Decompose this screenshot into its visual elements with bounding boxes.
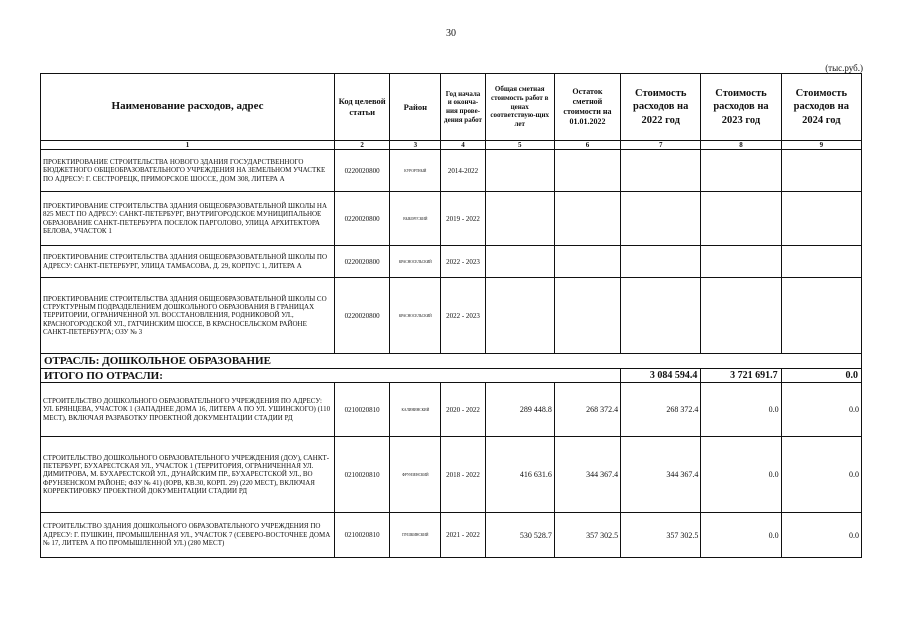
- row-2024: 0.0: [781, 513, 861, 558]
- column-number: 7: [621, 141, 701, 150]
- header-district: Район: [390, 74, 441, 141]
- row-district: КРАСНОСЕЛЬСКИЙ: [390, 278, 441, 354]
- row-remaining: 268 372.4: [554, 383, 620, 437]
- column-number: 6: [554, 141, 620, 150]
- row-district: КУРОРТНЫЙ: [390, 150, 441, 192]
- row-name: ПРОЕКТИРОВАНИЕ СТРОИТЕЛЬСТВА ЗДАНИЯ ОБЩЕОБРАЗОВАТЕЛЬНОЙ ШКОЛЫ ПО АДРЕСУ: САНКТ-ПЕТЕРБУРГ, УЛИЦА ТАМБАСОВА, Д. 29, КОРПУС 1, ЛИТЕРА А: [41, 246, 335, 278]
- row-district: ФРУНЗЕНСКИЙ: [390, 437, 441, 513]
- row-2023: [701, 278, 781, 354]
- column-number-row: [41, 141, 862, 150]
- table-row: [41, 246, 862, 278]
- row-total-cost: [485, 278, 554, 354]
- table-row: [41, 437, 862, 513]
- table-row: [41, 150, 862, 192]
- row-2023: 0.0: [701, 383, 781, 437]
- row-total-cost: 530 528.7: [485, 513, 554, 558]
- row-code: 0210020810: [335, 437, 390, 513]
- row-total-cost: [485, 246, 554, 278]
- row-code: 0210020810: [335, 513, 390, 558]
- column-number: 5: [485, 141, 554, 150]
- row-2023: [701, 246, 781, 278]
- row-code: 0220020800: [335, 246, 390, 278]
- row-remaining: [554, 150, 620, 192]
- row-district: КРАСНОСЕЛЬСКИЙ: [390, 246, 441, 278]
- page-number: 30: [446, 28, 456, 39]
- section-title: ОТРАСЛЬ: ДОШКОЛЬНОЕ ОБРАЗОВАНИЕ: [41, 354, 862, 369]
- row-2023: 0.0: [701, 437, 781, 513]
- header-total-cost: Общая сметная стоимость работ в ценах соответствую-щих лет: [485, 74, 554, 141]
- header-2022: Стоимость расходов на 2022 год: [621, 74, 701, 141]
- row-name: СТРОИТЕЛЬСТВО ДОШКОЛЬНОГО ОБРАЗОВАТЕЛЬНОГО УЧРЕЖДЕНИЯ (ДОУ), САНКТ-ПЕТЕРБУРГ, БУХАРЕСТСКАЯ УЛ., УЧАСТОК 1 (ТЕРРИТОРИЯ, ОГРАНИЧЕННАЯ УЛ. ДИМИТРОВА, М. БУХАРЕСТСКОЙ УЛ., ДУНАЙСКИМ ПР., БУХАРЕСТСКОЙ УЛ., ВО ФРУНЗЕНСКОМ РАЙОНЕ; ФЗУ № 41) (ЮРВ, КВ.30, КОРП. 29) (220 МЕСТ), ВКЛЮЧАЯ КОРРЕКТИРОВКУ ПРОЕКТНОЙ ДОКУМЕНТАЦИИ СТАДИИ РД: [41, 437, 335, 513]
- column-number: 2: [335, 141, 390, 150]
- row-remaining: [554, 192, 620, 246]
- header-2024: Стоимость расходов на 2024 год: [781, 74, 861, 141]
- row-code: 0220020800: [335, 278, 390, 354]
- row-years: 2020 - 2022: [441, 383, 485, 437]
- budget-table: [40, 73, 862, 558]
- total-label: ИТОГО ПО ОТРАСЛИ:: [41, 369, 621, 383]
- row-2023: [701, 192, 781, 246]
- total-row: [41, 369, 862, 383]
- total-2022: 3 084 594.4: [621, 369, 701, 383]
- header-row: [41, 74, 862, 141]
- column-number: 8: [701, 141, 781, 150]
- row-2022: [621, 150, 701, 192]
- header-remaining: Остаток сметной стоимости на 01.01.2022: [554, 74, 620, 141]
- row-2024: 0.0: [781, 437, 861, 513]
- column-number: 3: [390, 141, 441, 150]
- row-2022: [621, 192, 701, 246]
- row-remaining: [554, 278, 620, 354]
- row-district: ПУШКИНСКИЙ: [390, 513, 441, 558]
- row-2023: [701, 150, 781, 192]
- row-name: ПРОЕКТИРОВАНИЕ СТРОИТЕЛЬСТВА ЗДАНИЯ ОБЩЕОБРАЗОВАТЕЛЬНОЙ ШКОЛЫ НА 825 МЕСТ ПО АДРЕСУ: САНКТ-ПЕТЕРБУРГ, ВНУТРИГОРОДСКОЕ МУНИЦИПАЛЬНОЕ ОБРАЗОВАНИЕ САНКТ-ПЕТЕРБУРГА ПОСЕЛОК ПАРГОЛОВО, УЛИЦА АРХИТЕКТОРА БЕЛОВА, УЧАСТОК 1: [41, 192, 335, 246]
- row-code: 0220020800: [335, 192, 390, 246]
- row-total-cost: 289 448.8: [485, 383, 554, 437]
- row-2024: [781, 278, 861, 354]
- row-2024: [781, 192, 861, 246]
- table-row: [41, 192, 862, 246]
- row-years: 2019 - 2022: [441, 192, 485, 246]
- row-2024: [781, 150, 861, 192]
- row-code: 0220020800: [335, 150, 390, 192]
- row-2022: [621, 246, 701, 278]
- row-total-cost: 416 631.6: [485, 437, 554, 513]
- row-years: 2022 - 2023: [441, 246, 485, 278]
- table-row: [41, 383, 862, 437]
- row-2022: [621, 278, 701, 354]
- row-name: ПРОЕКТИРОВАНИЕ СТРОИТЕЛЬСТВА НОВОГО ЗДАНИЯ ГОСУДАРСТВЕННОГО БЮДЖЕТНОГО ОБЩЕОБРАЗОВАТЕЛЬНОГО УЧРЕЖДЕНИЯ НА ЗЕМЕЛЬНОМ УЧАСТКЕ ПО АДРЕСУ: Г. СЕСТРОРЕЦК, ПРИМОРСКОЕ ШОССЕ, ДОМ 308, ЛИТЕРА А: [41, 150, 335, 192]
- row-years: 2022 - 2023: [441, 278, 485, 354]
- table-row: [41, 278, 862, 354]
- units-note: (тыс.руб.): [825, 63, 863, 73]
- row-2022: 268 372.4: [621, 383, 701, 437]
- section-row: [41, 354, 862, 369]
- row-total-cost: [485, 150, 554, 192]
- total-2023: 3 721 691.7: [701, 369, 781, 383]
- column-number: 1: [41, 141, 335, 150]
- column-number: 4: [441, 141, 485, 150]
- header-years: Год начала и оконча-ния прове-дения работ: [441, 74, 485, 141]
- row-remaining: [554, 246, 620, 278]
- total-2024: 0.0: [781, 369, 861, 383]
- row-code: 0210020810: [335, 383, 390, 437]
- row-district: КАЛИНИНСКИЙ: [390, 383, 441, 437]
- row-2023: 0.0: [701, 513, 781, 558]
- row-2022: 357 302.5: [621, 513, 701, 558]
- row-district: ВЫБОРГСКИЙ: [390, 192, 441, 246]
- row-years: 2014-2022: [441, 150, 485, 192]
- row-name: СТРОИТЕЛЬСТВО ДОШКОЛЬНОГО ОБРАЗОВАТЕЛЬНОГО УЧРЕЖДЕНИЯ ПО АДРЕСУ: УЛ. БРЯНЦЕВА, УЧАСТОК 1 (ЗАПАДНЕЕ ДОМА 16, ЛИТЕРА А ПО УЛ. УШИНСКОГО) (110 МЕСТ), ВКЛЮЧАЯ РАЗРАБОТКУ ПРОЕКТНОЙ ДОКУМЕНТАЦИИ СТАДИИ РД: [41, 383, 335, 437]
- header-name: Наименование расходов, адрес: [41, 74, 335, 141]
- header-code: Код целевой статьи: [335, 74, 390, 141]
- row-2024: [781, 246, 861, 278]
- row-remaining: 357 302.5: [554, 513, 620, 558]
- row-2024: 0.0: [781, 383, 861, 437]
- row-years: 2018 - 2022: [441, 437, 485, 513]
- row-remaining: 344 367.4: [554, 437, 620, 513]
- table-row: [41, 513, 862, 558]
- row-name: ПРОЕКТИРОВАНИЕ СТРОИТЕЛЬСТВА ЗДАНИЯ ОБЩЕОБРАЗОВАТЕЛЬНОЙ ШКОЛЫ СО СТРУКТУРНЫМ ПОДРАЗДЕЛЕНИЕМ ДОШКОЛЬНОГО ОБРАЗОВАНИЯ В ГРАНИЦАХ ТЕРРИТОРИИ, ОГРАНИЧЕННОЙ УЛ. ВОССТАНОВЛЕНИЯ, РОДНИКОВОЙ УЛ., КРАСНОГОРОДСКОЙ УЛ., ГАТЧИНСКИМ ШОССЕ, В КРАСНОСЕЛЬСКОМ РАЙОНЕ САНКТ-ПЕТЕРБУРГА; ОЗУ № 3: [41, 278, 335, 354]
- row-total-cost: [485, 192, 554, 246]
- row-years: 2021 - 2022: [441, 513, 485, 558]
- header-2023: Стоимость расходов на 2023 год: [701, 74, 781, 141]
- row-2022: 344 367.4: [621, 437, 701, 513]
- row-name: СТРОИТЕЛЬСТВО ЗДАНИЯ ДОШКОЛЬНОГО ОБРАЗОВАТЕЛЬНОГО УЧРЕЖДЕНИЯ ПО АДРЕСУ: Г. ПУШКИН, ПРОМЫШЛЕННАЯ УЛ., УЧАСТОК 7 (СЕВЕРО-ВОСТОЧНЕЕ ДОМА № 17, ЛИТЕРА А ПО ПРОМЫШЛЕННОЙ УЛ.) (280 МЕСТ): [41, 513, 335, 558]
- column-number: 9: [781, 141, 861, 150]
